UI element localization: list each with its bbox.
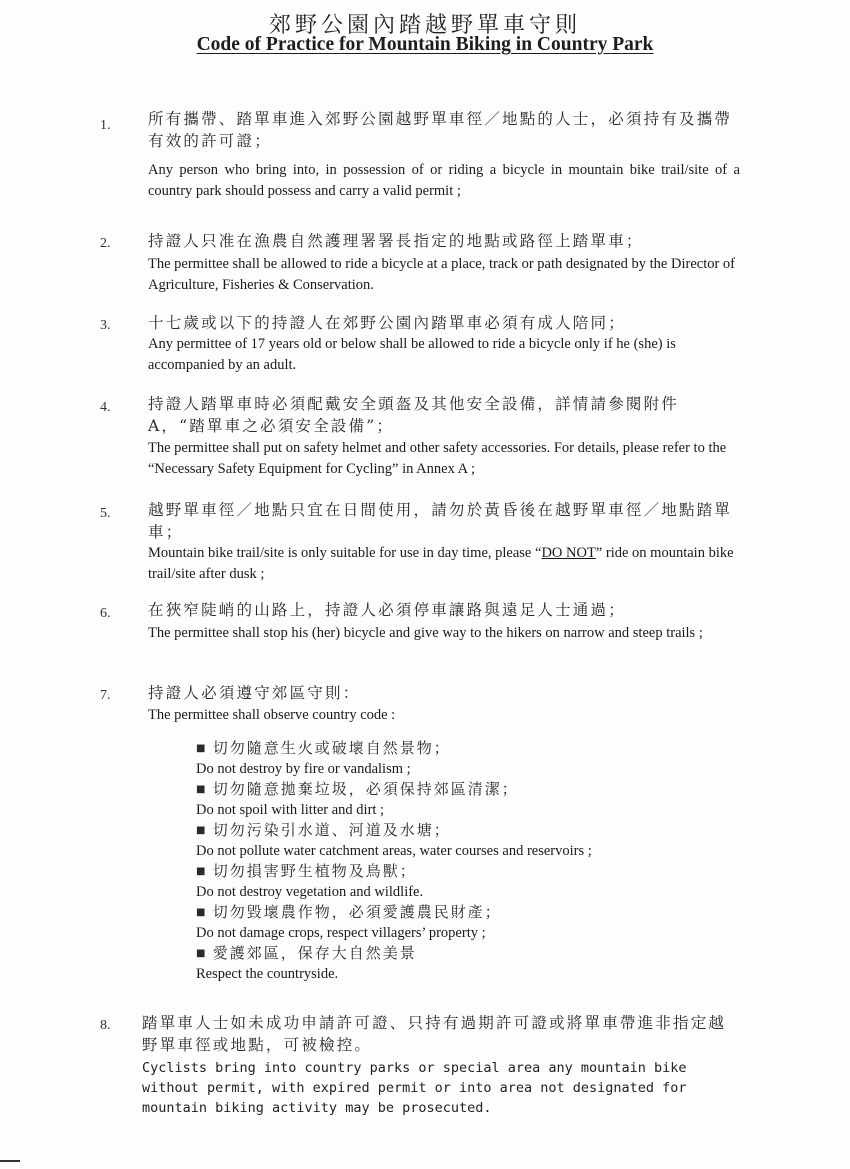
rule-text-english: The permittee shall stop his (her) bicycle and give way to the hikers on narrow and steep trails ; <box>148 625 703 641</box>
rule-number: 7. <box>100 688 111 703</box>
country-code-chinese: 切勿隨意拋棄垃圾，必須保持郊區清潔； <box>212 780 519 798</box>
rule-number: 6. <box>100 606 111 621</box>
country-code-item <box>196 902 716 943</box>
rule-text-chinese: 持證人必須遵守郊區守則： <box>148 684 361 702</box>
country-code-chinese: 切勿損害野生植物及鳥獸； <box>212 862 417 880</box>
title-english: Code of Practice for Mountain Biking in Country Park <box>196 34 654 55</box>
bullet-square-icon: ■ <box>196 784 208 795</box>
title-chinese: 郊野公園內踏越野單車守則 <box>268 13 581 38</box>
country-code-item <box>196 738 716 779</box>
rule-text-chinese: 持證人只准在漁農自然護理署署長指定的地點或路徑上踏單車； <box>148 232 644 250</box>
rule-text-english: The permittee shall observe country code : <box>148 707 396 723</box>
rule-text-chinese: 十七歲或以下的持證人在郊野公園內踏單車必須有成人陪同； <box>148 314 626 332</box>
country-code-english: Do not destroy by fire or vandalism ; <box>196 761 411 777</box>
country-code-chinese: 切勿毀壞農作物，必須愛護農民財產； <box>212 903 502 921</box>
country-code-chinese: 切勿隨意生火或破壞自然景物； <box>212 739 451 757</box>
country-code-item <box>196 861 716 902</box>
country-code-english: Respect the countryside. <box>196 966 339 982</box>
rule-number: 8. <box>100 1018 111 1033</box>
rule-text-english: The permittee shall be allowed to ride a bicycle at a place, track or path designated by the Director of Agriculture, Fisheries & Conservation. <box>148 256 736 293</box>
scan-edge-mark <box>0 1160 20 1162</box>
country-code-list <box>196 738 716 984</box>
country-code-chinese: 切勿污染引水道、河道及水塘； <box>212 821 451 839</box>
do-not-emphasis: DO NOT <box>541 545 596 561</box>
country-code-english: Do not pollute water catchment areas, water courses and reservoirs ; <box>196 843 592 859</box>
country-code-item <box>196 943 716 984</box>
rule-text-chinese: 越野單車徑／地點只宜在日間使用，請勿於黃昏後在越野單車徑／地點踏單車； <box>148 501 733 541</box>
bullet-square-icon: ■ <box>196 907 208 918</box>
bullet-square-icon: ■ <box>196 825 208 836</box>
bullet-square-icon: ■ <box>196 948 208 959</box>
rule-text-chinese: 在狹窄陡峭的山路上，持證人必須停車讓路與遠足人士通過； <box>148 601 626 619</box>
rule-text-english-part: ” ride on mountain bike trail/site after dusk ; <box>148 545 734 582</box>
country-code-item <box>196 779 716 820</box>
rule-text-chinese: 持證人踏單車時必須配戴安全頭盔及其他安全設備，詳情請參閱附件 A，“踏單車之必須安全設備”； <box>148 395 680 435</box>
bullet-square-icon: ■ <box>196 743 208 754</box>
rule-number: 3. <box>100 318 111 333</box>
rule-number: 1. <box>100 118 111 133</box>
rule-number: 4. <box>100 400 111 415</box>
rule-text-english: Cyclists bring into country parks or special area any mountain bike without permit, with expired permit or into area not designated for mountain biking activity may be prosecuted. <box>142 1060 687 1116</box>
rule-text-english: Any person who bring into, in possession of or riding a bicycle in mountain bike trail/site of a country park should possess and carry a valid permit ; <box>148 162 740 199</box>
country-code-english: Do not spoil with litter and dirt ; <box>196 802 385 818</box>
country-code-english: Do not damage crops, respect villagers’ property ; <box>196 925 486 941</box>
rule-text-chinese: 所有攜帶、踏單車進入郊野公園越野單車徑／地點的人士，必須持有及攜帶有效的許可證； <box>148 110 733 150</box>
bullet-square-icon: ■ <box>196 866 208 877</box>
rule-text-english: The permittee shall put on safety helmet and other safety accessories. For details, please refer to the “Necessary Safety Equipment for Cycling” in Annex A ; <box>148 440 727 477</box>
country-code-item <box>196 820 716 861</box>
rule-text-english: Any permittee of 17 years old or below shall be allowed to ride a bicycle only if he (she) is accompanied by an adult. <box>148 336 676 373</box>
rule-text-chinese: 踏單車人士如未成功申請許可證、只持有過期許可證或將單車帶進非指定越野單車徑或地點，可被檢控。 <box>142 1014 727 1054</box>
rule-number: 5. <box>100 506 111 521</box>
country-code-english: Do not destroy vegetation and wildlife. <box>196 884 424 900</box>
rule-number: 2. <box>100 236 111 251</box>
country-code-chinese: 愛護郊區，保存大自然美景 <box>212 944 417 962</box>
rule-text-english <box>148 543 740 585</box>
rule-text-english-part: Mountain bike trail/site is only suitable for use in day time, please “ <box>148 545 542 561</box>
